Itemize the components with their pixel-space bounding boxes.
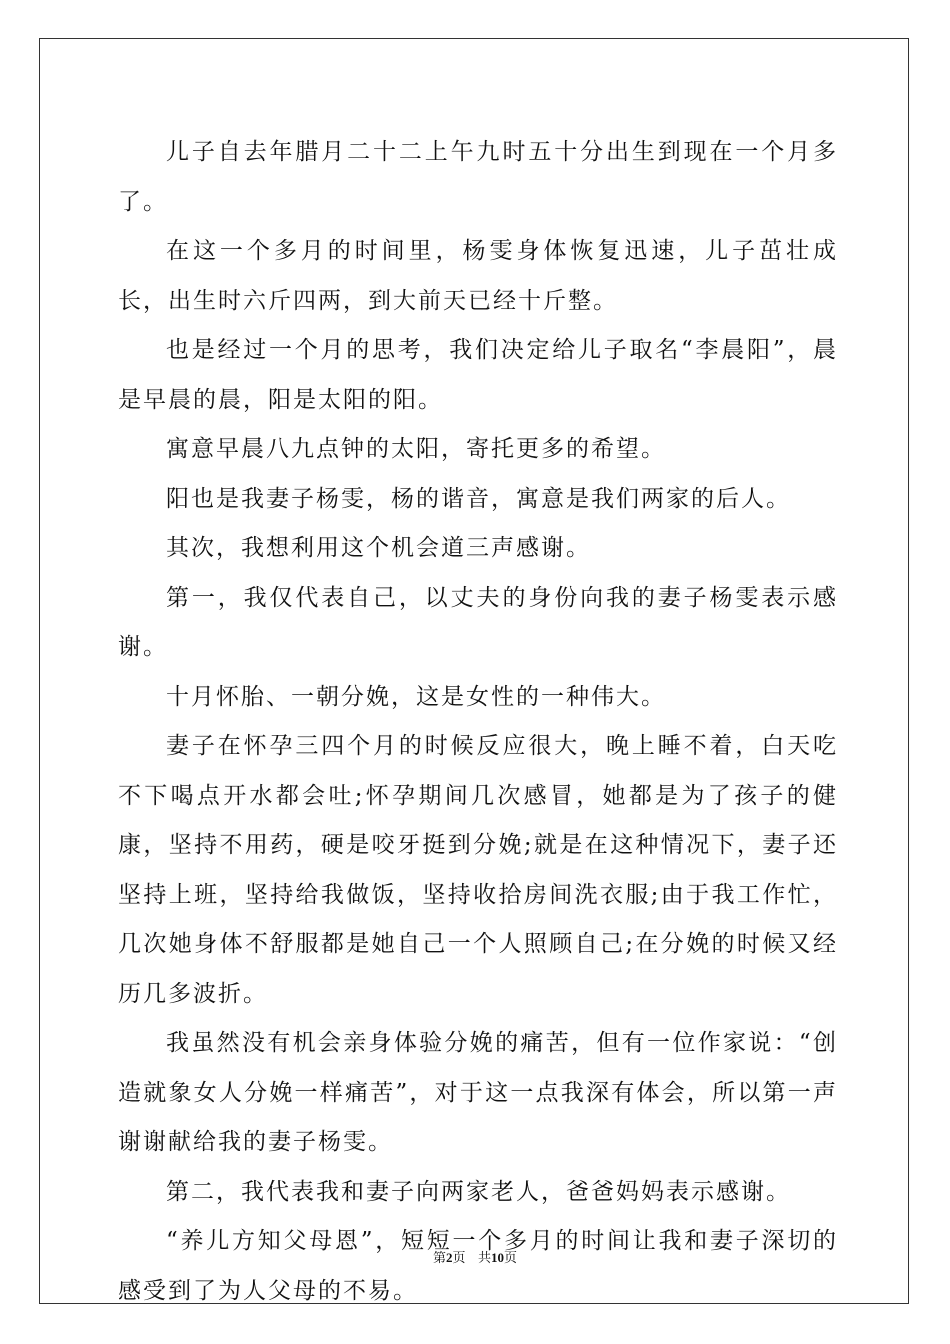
paragraph: 十月怀胎、一朝分娩，这是女性的一种伟大。 (166, 683, 666, 710)
paragraph: 儿子自去年腊月二十二上午九时五十分出生到现在一个月多了。 (118, 139, 838, 215)
paragraph: 其次，我想利用这个机会道三声感谢。 (166, 535, 591, 561)
page-number: 2 (446, 1250, 453, 1265)
paragraph: 也是经过一个月的思考，我们决定给儿子取名“李晨阳”，晨是早晨的晨，阳是太阳的阳。 (118, 337, 838, 413)
paragraph: 我虽然没有机会亲身体验分娩的痛苦，但有一位作家说：“创造就象女人分娩一样痛苦”，对于这一点我深有体会，所以第一声谢谢献给我的妻子杨雯。 (118, 1030, 838, 1155)
paragraph: 阳也是我妻子杨雯，杨的谐音，寓意是我们两家的后人。 (166, 485, 791, 512)
paragraph: “养儿方知父母恩”，短短一个多月的时间让我和妻子深切的感受到了为人父母的不易。 (118, 1228, 838, 1304)
total-label-prefix: 共 (477, 1251, 491, 1266)
paragraph: 寓意早晨八九点钟的太阳，寄托更多的希望。 (166, 436, 666, 462)
paragraph: 第二，我代表我和妻子向两家老人，爸爸妈妈表示感谢。 (166, 1178, 791, 1205)
page-footer (0, 1247, 950, 1266)
total-label-suffix: 页 (503, 1251, 517, 1266)
paragraph: 第一，我仅代表自己，以丈夫的身份向我的妻子杨雯表示感谢。 (118, 584, 838, 660)
page-label-suffix: 页 (452, 1251, 466, 1266)
paragraph: 在这一个多月的时间里，杨雯身体恢复迅速，儿子茁壮成长，出生时六斤四两，到大前天已经十斤整。 (118, 238, 838, 314)
document-body (118, 128, 838, 1316)
total-pages: 10 (490, 1250, 504, 1265)
page-label-prefix: 第 (433, 1251, 447, 1266)
paragraph: 妻子在怀孕三四个月的时候反应很大，晚上睡不着，白天吃不下喝点开水都会吐;怀孕期间几次感冒，她都是为了孩子的健康，坚持不用药，硬是咬牙挺到分娩;就是在这种情况下，妻子还坚持上班，坚持给我做饭，坚持收拾房间洗衣服;由于我工作忙，几次她身体不舒服都是她自己一个人照顾自己;在分娩的时候又经历几多波折。 (118, 733, 838, 1007)
